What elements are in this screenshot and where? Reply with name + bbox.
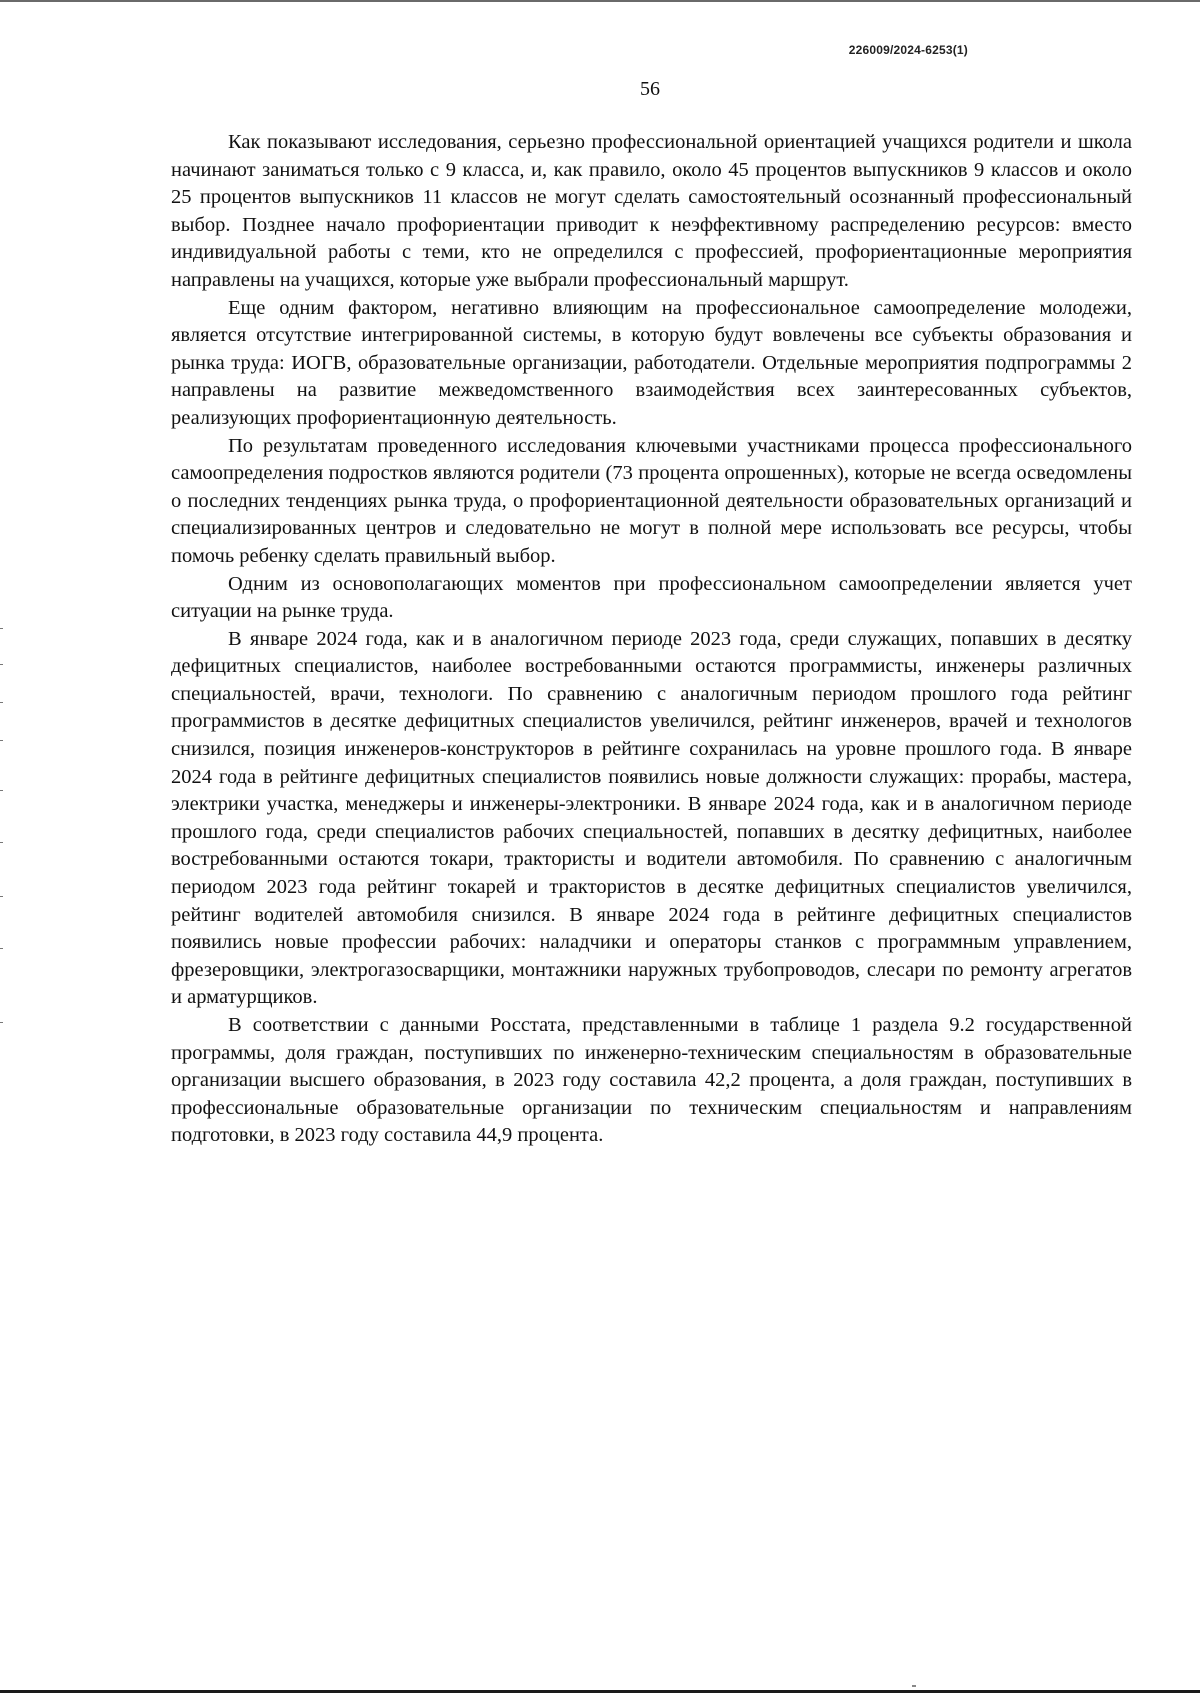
paragraph: В соответствии с данными Росстата, представленными в таблице 1 раздела 9.2 государственной программы, доля граждан, поступивших по инженерно-техническим специальностям в образовательные организации высшего образования, в 2023 году составила 42,2 процента, а доля граждан, поступивших в профессиональные образовательные организации по техническим специальностям и направлениям подготовки, в 2023 году составила 44,9 процента. [171, 1014, 1132, 1147]
scan-margin-mark [0, 702, 3, 703]
document-body [171, 129, 1132, 1150]
scan-edge-top [0, 0, 1200, 2]
paragraph: По результатам проведенного исследования ключевыми участниками процесса профессионального самоопределения подростков являются родители (73 процента опрошенных), которые не всегда осведомлены о последних тенденциях рынка труда, о профориентационной деятельности образовательных организаций и специализированных центров и следовательно не могут в полной мере использовать все ресурсы, чтобы помочь ребенку сделать правильный выбор. [171, 434, 1132, 567]
paragraph: Одним из основополагающих моментов при профессиональном самоопределении является учет ситуации на рынке труда. [171, 572, 1132, 623]
scan-margin-mark [0, 740, 3, 741]
paragraph: В январе 2024 года, как и в аналогичном периоде 2023 года, среди служащих, попавших в десятку дефицитных специалистов, наиболее востребованными остаются программисты, инженеры различных специальностей, врачи, технологи. По сравнению с аналогичным периодом прошлого года рейтинг программистов в десятке дефицитных специалистов увеличился, рейтинг инженеров, врачей и технологов снизился, позиция инженеров-конструкторов в рейтинге сохранилась на уровне прошлого года. В январе 2024 года в рейтинге дефицитных специалистов появились новые должности служащих: прорабы, мастера, электрики участка, менеджеры и инженеры-электроники. В январе 2024 года, как и в аналогичном периоде прошлого года, среди специалистов рабочих специальностей, попавших в десятку дефицитных, наиболее востребованными остаются токари, трактористы и водители автомобиля. По сравнению с аналогичным периодом 2023 года рейтинг токарей и трактористов в десятке дефицитных специалистов увеличился, рейтинг водителей автомобиля снизился. В январе 2024 года в рейтинге дефицитных специалистов появились новые профессии рабочих: наладчики и операторы станков с программным управлением, фрезеровщики, электрогазосварщики, монтажники наружных трубопроводов, слесари по ремонту агрегатов и арматурщиков. [171, 627, 1132, 1009]
paragraph: Как показывают исследования, серьезно профессиональной ориентацией учащихся родители и школа начинают заниматься только с 9 класса, и, как правило, около 45 процентов выпускников 9 классов и около 25 процентов выпускников 11 классов не могут сделать самостоятельный осознанный профессиональный выбор. Позднее начало профориентации приводит к неэффективному распределению ресурсов: вместо индивидуальной работы с теми, кто не определился с профессией, профориентационные мероприятия направлены на учащихся, которые уже выбрали профессиональный маршрут. [171, 131, 1132, 291]
scan-margin-mark [0, 842, 3, 843]
scan-margin-mark [0, 790, 3, 791]
page-number: 56 [640, 78, 660, 100]
scan-margin-mark [0, 1022, 3, 1023]
paragraph: Еще одним фактором, негативно влияющим на профессиональное самоопределение молодежи, является отсутствие интегрированной системы, в которую будут вовлечены все субъекты образования и рынка труда: ИОГВ, образовательные организации, работодатели. Отдельные мероприятия подпрограммы 2 направлены на развитие межведомственного взаимодействия всех заинтересованных субъектов, реализующих профориентационную деятельность. [171, 296, 1132, 429]
scan-margin-mark [0, 628, 3, 629]
scan-speck [912, 1685, 916, 1687]
scan-edge-bottom [0, 1690, 1200, 1693]
scan-margin-mark [0, 896, 3, 897]
scan-margin-mark [0, 664, 3, 665]
scan-margin-mark [0, 948, 3, 949]
document-registration-number: 226009/2024-6253(1) [848, 43, 968, 57]
